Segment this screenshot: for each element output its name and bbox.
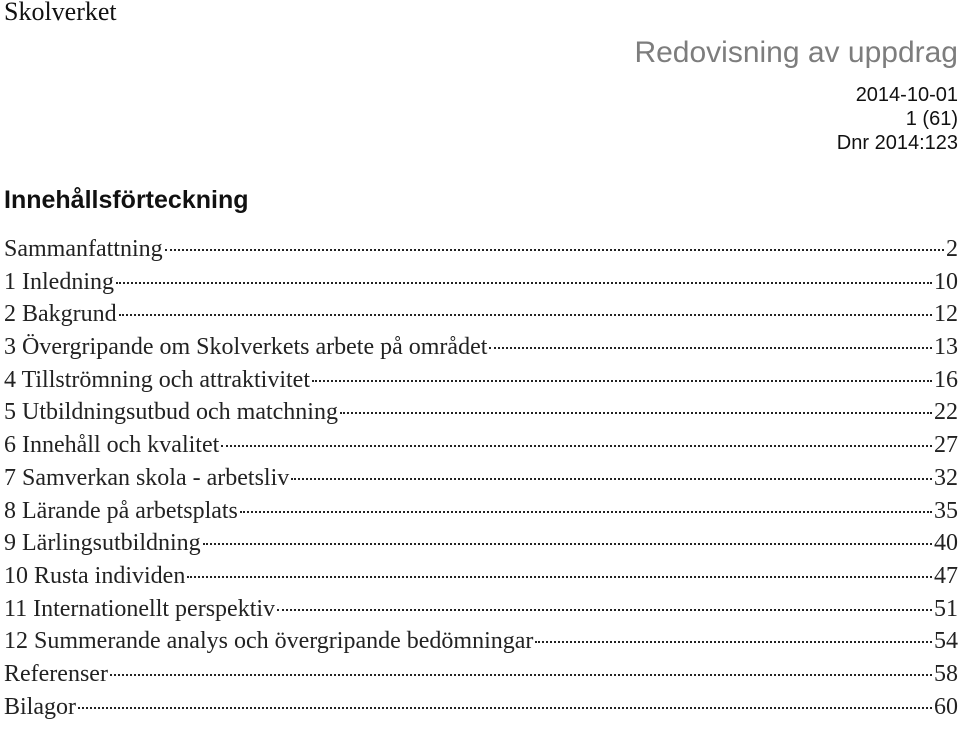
toc-leader-dots — [203, 543, 932, 545]
logo: Skolverket — [4, 0, 117, 26]
toc-entry-title[interactable]: 9 Lärlingsutbildning — [4, 530, 201, 557]
toc-leader-dots — [312, 380, 932, 382]
toc-entry-page[interactable]: 13 — [934, 334, 958, 361]
toc-entry-title[interactable]: 7 Samverkan skola - arbetsliv — [4, 464, 290, 491]
toc-entry[interactable] — [4, 396, 958, 429]
toc-entry-title[interactable]: Sammanfattning — [4, 236, 163, 262]
toc-entry[interactable] — [4, 625, 958, 658]
toc-entry-page[interactable]: 2 — [946, 236, 958, 262]
toc-leader-dots — [221, 445, 932, 447]
toc-entry-title[interactable]: Bilagor — [4, 693, 76, 720]
toc-heading: Innehållsförteckning — [4, 186, 249, 214]
toc-leader-dots — [116, 282, 932, 284]
toc-entry-page[interactable]: 35 — [934, 497, 958, 524]
toc-entry-page[interactable]: 60 — [934, 693, 958, 720]
toc-entry-page[interactable]: 32 — [934, 464, 958, 491]
toc-entry-title[interactable]: 11 Internationellt perspektiv — [4, 595, 276, 622]
toc-leader-dots — [291, 478, 932, 480]
toc-entry-title[interactable]: 8 Lärande på arbetsplats — [4, 497, 238, 524]
toc-entry[interactable] — [4, 658, 958, 691]
toc-entry[interactable] — [4, 233, 958, 266]
toc-leader-dots — [489, 347, 932, 349]
toc-leader-dots — [187, 576, 932, 578]
toc-entry-title[interactable]: 5 Utbildningsutbud och matchning — [4, 399, 338, 426]
toc-entry-title[interactable]: 12 Summerande analys och övergripande bedömningar — [4, 628, 534, 655]
toc-leader-dots — [110, 674, 932, 676]
toc-entry-page[interactable]: 12 — [934, 301, 958, 328]
toc-entry-page[interactable]: 40 — [934, 530, 958, 557]
reference-number: Dnr 2014:123 — [836, 132, 958, 154]
toc-leader-dots — [535, 641, 932, 643]
toc-entry-page[interactable]: 51 — [934, 595, 958, 622]
toc-leader-dots — [119, 314, 932, 316]
toc-entry-title[interactable]: 10 Rusta individen — [4, 562, 186, 589]
toc-leader-dots — [165, 249, 944, 251]
toc-leader-dots — [277, 609, 932, 611]
toc-entry-page[interactable]: 47 — [934, 562, 958, 589]
toc-entry[interactable] — [4, 462, 958, 495]
toc-entry[interactable] — [4, 298, 958, 331]
toc-entry[interactable] — [4, 527, 958, 560]
document-meta — [837, 83, 958, 155]
document-type: Redovisning av uppdrag — [634, 36, 958, 69]
table-of-contents — [4, 233, 958, 723]
toc-entry-title[interactable]: 6 Innehåll och kvalitet — [4, 432, 220, 459]
toc-entry-page[interactable]: 16 — [934, 366, 958, 393]
toc-leader-dots — [240, 511, 932, 513]
document-date: 2014-10-01 — [855, 84, 958, 106]
toc-leader-dots — [78, 707, 932, 709]
toc-leader-dots — [340, 412, 932, 414]
toc-entry[interactable] — [4, 266, 958, 299]
toc-entry[interactable] — [4, 495, 958, 528]
toc-entry-title[interactable]: 4 Tillströmning och attraktivitet — [4, 366, 310, 393]
toc-entry-page[interactable]: 58 — [934, 660, 958, 687]
toc-entry-page[interactable]: 22 — [934, 399, 958, 426]
toc-entry-page[interactable]: 27 — [934, 432, 958, 459]
toc-entry-title[interactable]: 1 Inledning — [4, 268, 114, 295]
toc-entry[interactable] — [4, 429, 958, 462]
toc-entry[interactable] — [4, 593, 958, 626]
toc-entry[interactable] — [4, 691, 958, 724]
toc-entry-title[interactable]: 2 Bakgrund — [4, 301, 117, 328]
page-number: 1 (61) — [905, 108, 958, 130]
toc-entry[interactable] — [4, 331, 958, 364]
toc-entry-title[interactable]: 3 Övergripande om Skolverkets arbete på området — [4, 334, 488, 361]
toc-entry[interactable] — [4, 364, 958, 397]
toc-entry[interactable] — [4, 560, 958, 593]
toc-entry-page[interactable]: 10 — [934, 268, 958, 295]
toc-entry-page[interactable]: 54 — [934, 628, 958, 655]
toc-entry-title[interactable]: Referenser — [4, 660, 108, 687]
